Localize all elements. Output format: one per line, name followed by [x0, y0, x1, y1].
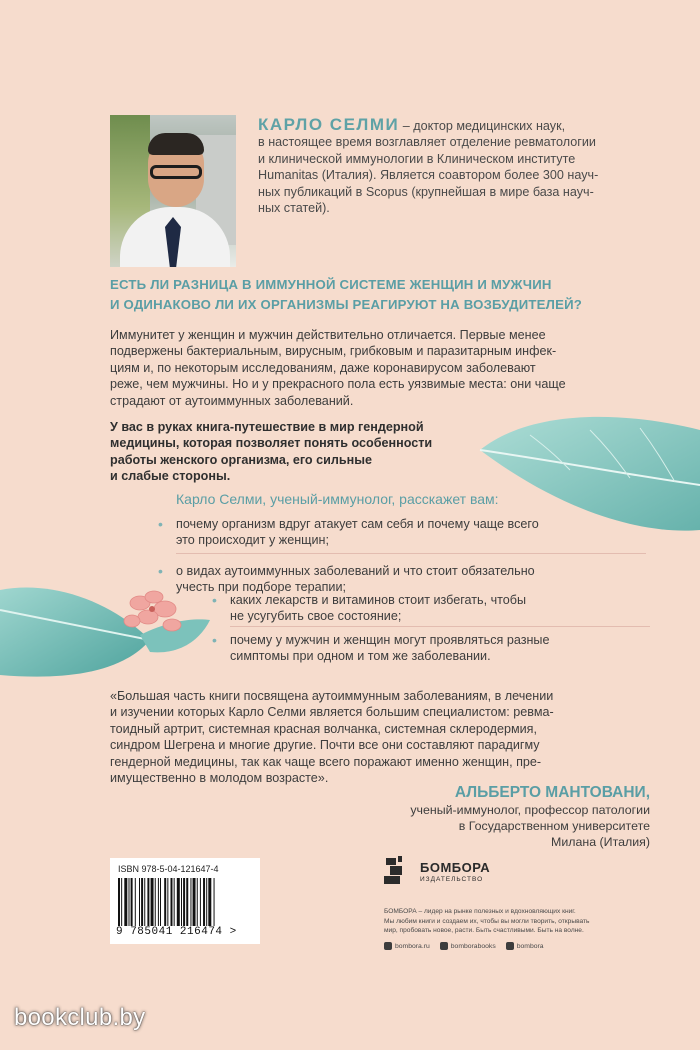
isbn-text: ISBN 978-5-04-121647-4	[118, 864, 219, 874]
mail-icon	[440, 942, 448, 950]
author-bio: КАРЛО СЕЛМИ – доктор медицинских наук, в настоящее время возглавляет отделение ревматологии и клинической иммунологии в Клиническом институте Humanitas (Италия). Является соавтором более 300 науч- ных публикаций в Scopus (крупнейшая в мире база науч- ных статей).	[258, 115, 599, 216]
list-intro: Карло Селми, ученый-иммунолог, расскажет вам:	[176, 491, 499, 507]
barcode	[110, 858, 260, 944]
bombora-logo-icon	[384, 856, 414, 884]
review-quote: «Большая часть книги посвящена аутоиммунным заболеваниям, в лечении и изучении которых Карло Селми является большим специалистом: ревма- тоидный артрит, системная красная волчанка, системная склеродермия, синдром Шегрена и многие другие. Почти все они составляют парадигму гендерной медицины, так как чаще всего поражают именно женщин, пре- имущественно в молодом возрасте».	[110, 689, 554, 786]
intro-paragraph: Иммунитет у женщин и мужчин действительно отличается. Первые менее подвержены бактериальным, вирусным, грибковым и паразитарным инфек- циям и, по некоторым исследованиям, даже коронавирусом заболевают реже, чем мужчины. Но и у прекрасного пола есть уязвимые места: они чаще страдают от аутоиммунных заболеваний.	[110, 328, 566, 408]
section-question: ЕСТЬ ЛИ РАЗНИЦА В ИММУННОЙ СИСТЕМЕ ЖЕНЩИН И МУЖЧИН И ОДИНАКОВО ЛИ ИХ ОРГАНИЗМЫ РЕАГИРУЮТ НА ВОЗБУДИТЕЛЕЙ?	[110, 277, 583, 312]
divider	[230, 626, 650, 627]
quote-author: АЛЬБЕРТО МАНТОВАНИ,	[454, 784, 650, 801]
publisher-name: БОМБОРА	[420, 860, 491, 875]
barcode-bars-icon	[118, 878, 252, 926]
list-item: • почему у мужчин и женщин могут проявляться разные симптомы при одном и том же заболевании.	[230, 632, 650, 665]
globe-icon	[384, 942, 392, 950]
quote-author-title: ученый-иммунолог, профессор патологии в Государственном университете Милана (Италия)	[410, 803, 650, 849]
social-icon	[506, 942, 514, 950]
list-item: • каких лекарств и витаминов стоит избегать, чтобы не усугубить свое состояние;	[230, 592, 630, 625]
list-item: • почему организм вдруг атакует сам себя и почему чаще всего это происходит у женщин;	[176, 516, 626, 549]
social-link[interactable]: bombora	[506, 942, 544, 950]
author-name: КАРЛО СЕЛМИ	[258, 115, 400, 134]
publisher-blurb: БОМБОРА – лидер на рынке полезных и вдохновляющих книг. Мы любим книги и создаем их, чтобы вы могли творить, открывать мир, пробовать новое, расти. Быть счастливыми. Быть на волне.	[384, 908, 590, 934]
watermark: bookclub.by	[14, 1004, 146, 1031]
social-link[interactable]: bomborabooks	[440, 942, 496, 950]
publisher-links	[384, 942, 544, 950]
barcode-digits: 9 785041 216474 >	[116, 926, 237, 938]
divider	[176, 553, 646, 554]
publisher-subtitle: ИЗДАТЕЛЬСТВО	[420, 876, 484, 883]
website-link[interactable]: bombora.ru	[384, 942, 430, 950]
list-item: • о видах аутоиммунных заболеваний и что стоит обязательно учесть при подборе терапии;	[176, 563, 616, 596]
book-summary: У вас в руках книга-путешествие в мир гендерной медицины, которая позволяет понять особенности работы женского организма, его сильные и слабые стороны.	[110, 420, 433, 484]
author-photo	[110, 115, 236, 267]
